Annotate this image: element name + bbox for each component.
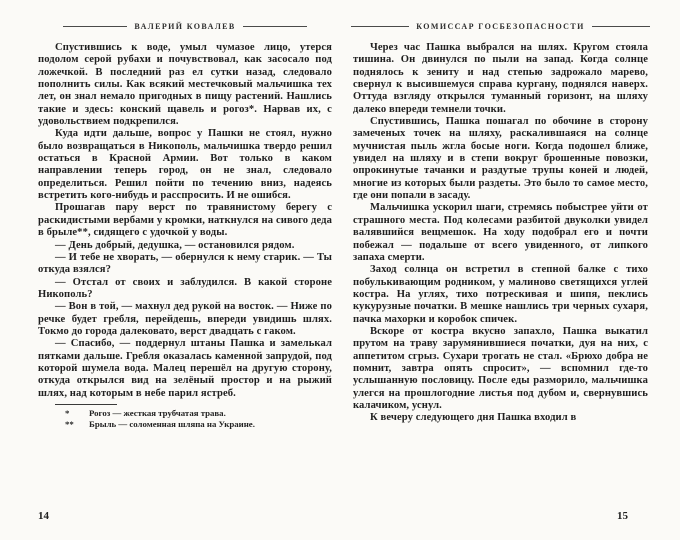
paragraph: Заход солнца он встретил в степной балке с тихо побулькивающим родником, у малиново светящихся углей костра. На углях, тихо потрескивая и шипя, пеклись кукурузные початки. В мешке нашлись три черных сухаря, пачка махорки и коробок спичек.	[353, 264, 648, 325]
footnote-text: Брыль — соломенная шляпа на Украине.	[89, 419, 255, 430]
paragraph: — Вон в той, — махнул дед рукой на восток. — Ниже по речке будет гребля, перейдешь, впереди увидишь шлях. Токмо до города далековато, верст двадцать с гаком.	[38, 301, 332, 337]
footnote	[38, 408, 332, 420]
paragraph: — Отстал от своих и заблудился. В какой стороне Никополь?	[38, 276, 332, 300]
footnotes-block	[38, 404, 332, 431]
paragraph: Спустившись к воде, умыл чумазое лицо, утерся подолом серой рубахи и почувствовал, как засосало под ложечкой. В последний раз ел сутки назад, следовало пополнить силы. Как всякий местечковый мальчишка тех лет, он знал немало пригодных в пищу растений. Нашлись такие и здесь: конский щавель и рогоз*. Нарвав их, с удовольствием подкрепился.	[38, 42, 332, 128]
running-head-title: КОМИССАР ГОСБЕЗОПАСНОСТИ	[416, 22, 585, 31]
paragraph: Через час Пашка выбрался на шлях. Кругом стояла тишина. Он двинулся по пыли на запад. Когда солнце поднялось к зениту и над степью задрожало марево, свернул к высившемуся справа кургану, поднялся наверх. Оттуда взгляду открылся туманный горизонт, на шляху далеко впереди темнели точки.	[353, 42, 648, 115]
footnote	[38, 419, 332, 431]
page-number-right: 15	[617, 510, 628, 522]
right-running-head	[353, 22, 648, 31]
footnote-marker: *	[65, 407, 70, 418]
paragraph: — Спасибо, — поддернул штаны Пашка и замелькал пятками дальше. Гребля оказалась каменной запрудой, под которой шумела вода. Малец перешёл на другую сторону, откуда открылся вид на зелёный простор и на рыжий шлях, над которым в небе парил ястреб.	[38, 338, 332, 399]
paragraph: — И тебе не хворать, — обернулся к нему старик. — Ты откуда взялся?	[38, 251, 332, 276]
running-head-author: ВАЛЕРИЙ КОВАЛЕВ	[134, 22, 236, 31]
paragraph: Прошагав пару верст по травянистому берегу с раскидистыми вербами у кромки, наткнулся на сивого деда в брыле**, сидящего с удочкой у воды.	[38, 202, 332, 239]
page-number-left: 14	[38, 510, 49, 522]
footnote-text: Рогоз — жесткая трубчатая трава.	[89, 407, 226, 418]
paragraph: Спустившись, Пашка пошагал по обочине в сторону замеченых точек на шляху, раскалившаяся на солнце мучнистая пыль жгла босые ноги. Когда подошел ближе, увидел на шляху и в степи вокруг брошенные повозки, опрокинутые тачанки и раздутые трупы коней и людей, многие из которых были раздеты. Это было то самое место, где они попали в засаду.	[353, 116, 648, 202]
header-rule-left	[63, 26, 127, 27]
header-rule-right	[243, 26, 307, 27]
header-rule-right	[592, 26, 650, 27]
paragraph: Куда идти дальше, вопрос у Пашки не стоял, нужно было возвращаться в Никополь, мальчишка твердо решил остаться в Красной Армии. Вот только в каком направлении теперь город, он не знал, следовало определиться. Решил пойти по течению вниз, надеясь встретить кого-нибудь и расспросить. И не ошибся.	[38, 128, 332, 202]
right-page	[340, 0, 680, 540]
left-page-text	[38, 42, 332, 400]
footnote-divider	[55, 404, 117, 405]
header-rule-left	[351, 26, 409, 27]
paragraph: Мальчишка ускорил шаги, стремясь побыстрее уйти от страшного места. Под колесами разбитой двуколки увидел валявшийся вещмешок. На ходу подобрал его и почти побежал — подальше от всего увиденного, от липкого запаха смерти.	[353, 202, 648, 263]
paragraph: — День добрый, дедушка, — остановился рядом.	[55, 239, 295, 251]
paragraph: К вечеру следующего дня Пашка входил в	[370, 412, 577, 424]
right-page-text	[353, 42, 648, 425]
paragraph: Вскоре от костра вкусно запахло, Пашка выкатил прутом на траву зарумянившиеся початки, дуя на них, с аппетитом сгрыз. Сухари трогать не стал. «Брюхо добра не помнит, завтра опять спросит», — вспомнил где-то услышанную пословицу. После еды разморило, мальчишка улегся на прошлогодние листья под дубом и, свернувшись калачиком, уснул.	[353, 325, 648, 411]
footnote-marker: **	[65, 419, 74, 430]
left-running-head	[38, 22, 332, 31]
